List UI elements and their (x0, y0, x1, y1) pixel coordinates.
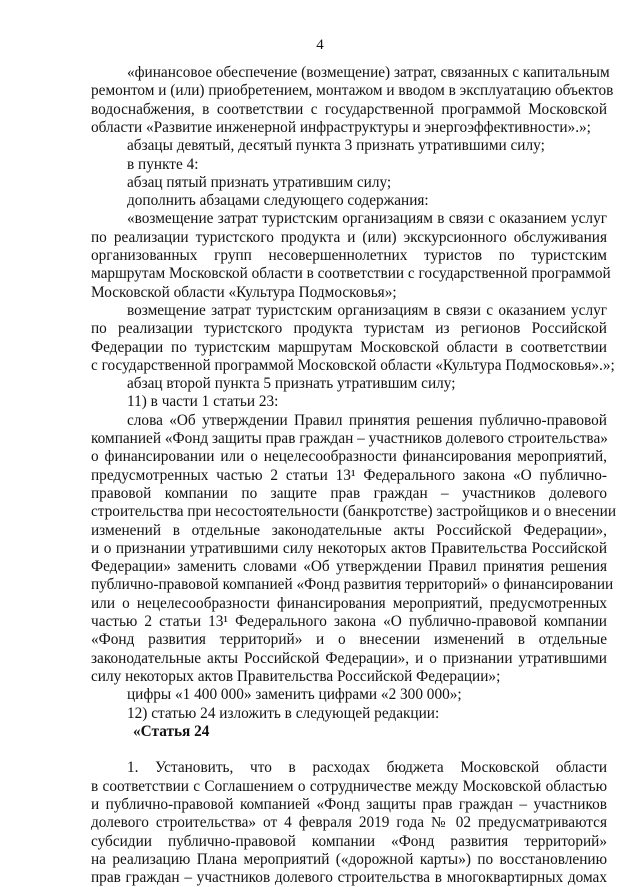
page-number: 4 (316, 37, 324, 53)
text-line: возмещение затрат туристским организациям в связи с оказанием услуг (127, 301, 607, 319)
text-line: законодательные акты Российской Федерации», и о признании утратившими (91, 649, 607, 667)
text-line: маршрутам Московской области в соответствии с государственной программой (91, 265, 611, 283)
text-line: компанией «Фонд защиты прав граждан – участников долевого строительства» (91, 430, 608, 447)
text-line: области «Развитие инженерной инфраструктуры и энергоэффективности».»; (91, 118, 591, 136)
text-line: «возмещение затрат туристским организациям в связи с оказанием услуг (127, 210, 607, 228)
text-line: «Статья 24 (133, 722, 210, 740)
text-line: строительства при несостоятельности (банкротстве) застройщиков и о внесении (91, 503, 617, 521)
text-line: правовой компании по защите прав граждан – участников долевого (91, 484, 607, 502)
text-line: на реализацию Плана мероприятий («дорожной карты») по восстановлению (91, 850, 607, 868)
text-line: 1. Установить, что в расходах бюджета Московской области (127, 759, 607, 777)
text-line: цифры «1 400 000» заменить цифрами «2 300 000»; (127, 686, 462, 704)
text-line: Московской области «Культура Подмосковья»; (91, 283, 397, 301)
text-line: водоснабжения, в соответствии с государственной программой Московской (91, 100, 607, 118)
text-line: Федерации» заменить словами «Об утверждении Правил принятия решения (91, 558, 607, 576)
text-line: предусмотренных частью 2 статьи 13¹ Федерального закона «О публично- (91, 466, 607, 484)
text-line: по реализации туристского продукта и (или) экскурсионного обслуживания (91, 228, 607, 246)
text-line: абзац второй пункта 5 признать утратившим силу; (127, 375, 456, 393)
text-line: 12) статью 24 изложить в следующей редакции: (127, 704, 440, 722)
text-line: и публично-правовой компанией «Фонд защиты прав граждан – участников (91, 796, 607, 813)
text-line: в пункте 4: (127, 155, 199, 173)
text-line: абзацы девятый, десятый пункта 3 признать утратившими силу; (127, 137, 545, 155)
text-line: о финансировании или о нецелесообразности финансирования мероприятий, (91, 448, 607, 466)
text-line: организованных групп несовершеннолетних туристов по туристским (91, 247, 607, 264)
text-line: публично-правовой компанией «Фонд развития территорий» о финансировании (91, 576, 614, 594)
text-line: долевого строительства» от 4 февраля 2019 года № 02 предусматриваются (91, 814, 607, 832)
text-line: слова «Об утверждении Правил принятия решения публично-правовой (127, 411, 607, 429)
text-line: и о признании утратившими силу некоторых актов Правительства Российской (91, 539, 607, 557)
text-line: 11) в части 1 статьи 23: (127, 393, 279, 411)
text-line: абзац пятый признать утратившим силу; (127, 173, 392, 191)
text-line: изменений в отдельные законодательные акты Российской Федерации», (91, 521, 607, 539)
text-line: субсидии публично-правовой компании «Фонд развития территорий» (91, 832, 607, 850)
text-line: силу некоторых актов Правительства Российской Федерации»; (91, 667, 501, 685)
text-line: дополнить абзацами следующего содержания: (127, 192, 429, 210)
text-line: «финансовое обеспечение (возмещение) затрат, связанных с капитальным (127, 64, 610, 81)
text-line: Федерации по туристским маршрутам Московской области в соответствии (91, 338, 607, 356)
text-line: в соответствии с Соглашением о сотрудничестве между Московской областью (91, 777, 607, 795)
text-line: ремонтом и (или) приобретением, монтажом и вводом в эксплуатацию объектов (91, 82, 614, 100)
text-line: с государственной программой Московской области «Культура Подмосковья».»; (91, 356, 615, 374)
text-line: частью 2 статьи 13¹ Федерального закона «О публично-правовой компании (91, 613, 607, 630)
text-line: или о нецелесообразности финансирования мероприятий, предусмотренных (91, 594, 607, 612)
text-line: «Фонд развития территорий» и о внесении изменений в отдельные (91, 631, 607, 649)
text-line: по реализации туристского продукта туристам из регионов Российской (91, 320, 607, 338)
text-line: прав граждан – участников долевого строительства в многоквартирных домах (91, 869, 607, 887)
